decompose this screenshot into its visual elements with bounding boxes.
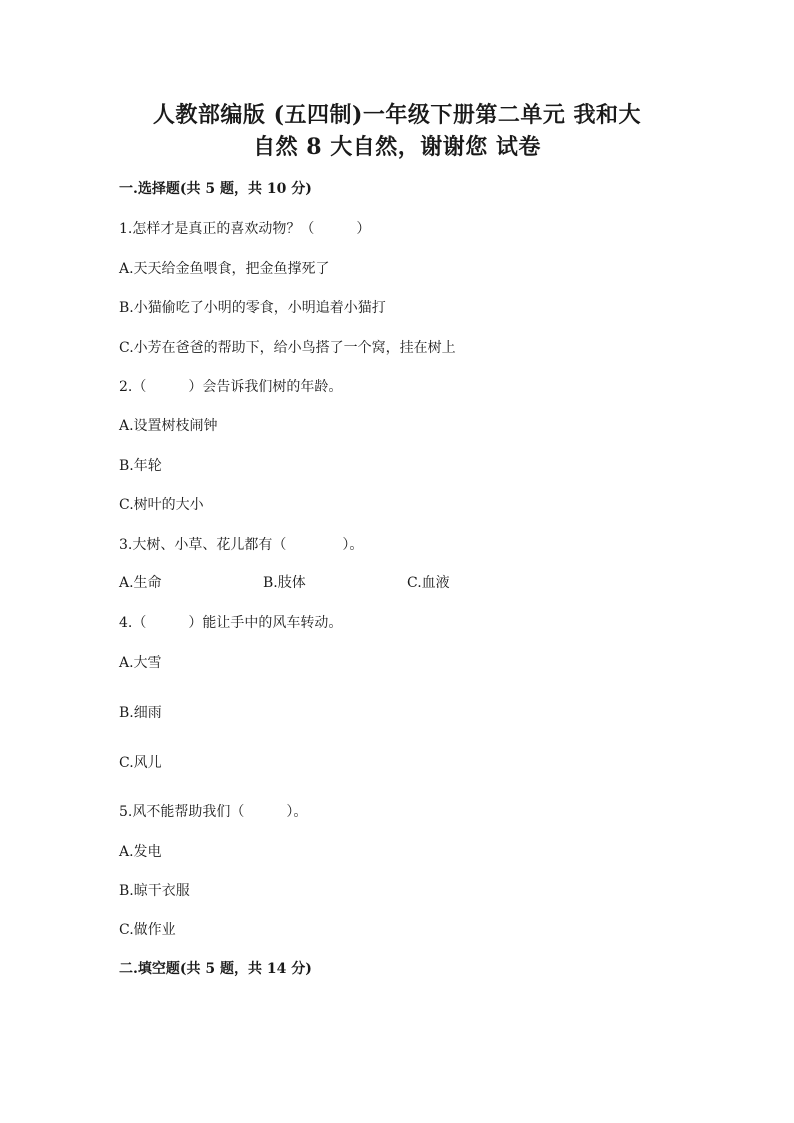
question-1-stem: 1.怎样才是真正的喜欢动物？（ ） (119, 221, 371, 237)
question-2-option-b: B.年轮 (119, 458, 162, 474)
question-1-option-b: B.小猫偷吃了小明的零食，小明追着小猫打 (119, 300, 386, 316)
question-3-option-a: A.生命 (119, 575, 162, 591)
section-heading-fill-in: 二.填空题(共 5 题，共 14 分) (119, 961, 312, 977)
question-2-option-a: A.设置树枝闹钟 (119, 418, 218, 434)
page-title-line-2: 自然 8 大自然，谢谢您 试卷 (253, 134, 541, 160)
question-1-option-a: A.天天给金鱼喂食，把金鱼撑死了 (119, 261, 330, 277)
question-5-stem: 5.风不能帮助我们（ ）。 (119, 804, 308, 820)
question-4-option-a: A.大雪 (119, 655, 162, 671)
question-2-option-c: C.树叶的大小 (119, 497, 204, 513)
question-2-stem: 2.（ ）会告诉我们树的年龄。 (119, 379, 343, 395)
question-1-option-c: C.小芳在爸爸的帮助下，给小鸟搭了一个窝，挂在树上 (119, 340, 456, 356)
question-4-option-c: C.风儿 (119, 755, 162, 771)
page-title-line-1: 人教部编版 (五四制)一年级下册第二单元 我和大 (152, 102, 642, 128)
question-4-stem: 4.（ ）能让手中的风车转动。 (119, 615, 343, 631)
question-3-option-b: B.肢体 (263, 575, 306, 591)
question-5-option-a: A.发电 (119, 844, 162, 860)
question-3-options-row (119, 572, 639, 592)
question-5-option-b: B.晾干衣服 (119, 883, 190, 899)
question-3-stem: 3.大树、小草、花儿都有（ ）。 (119, 537, 364, 553)
section-heading-multiple-choice: 一.选择题(共 5 题，共 10 分) (119, 181, 312, 197)
question-3-option-c: C.血液 (407, 575, 450, 591)
question-4-option-b: B.细雨 (119, 705, 162, 721)
question-5-option-c: C.做作业 (119, 922, 176, 938)
